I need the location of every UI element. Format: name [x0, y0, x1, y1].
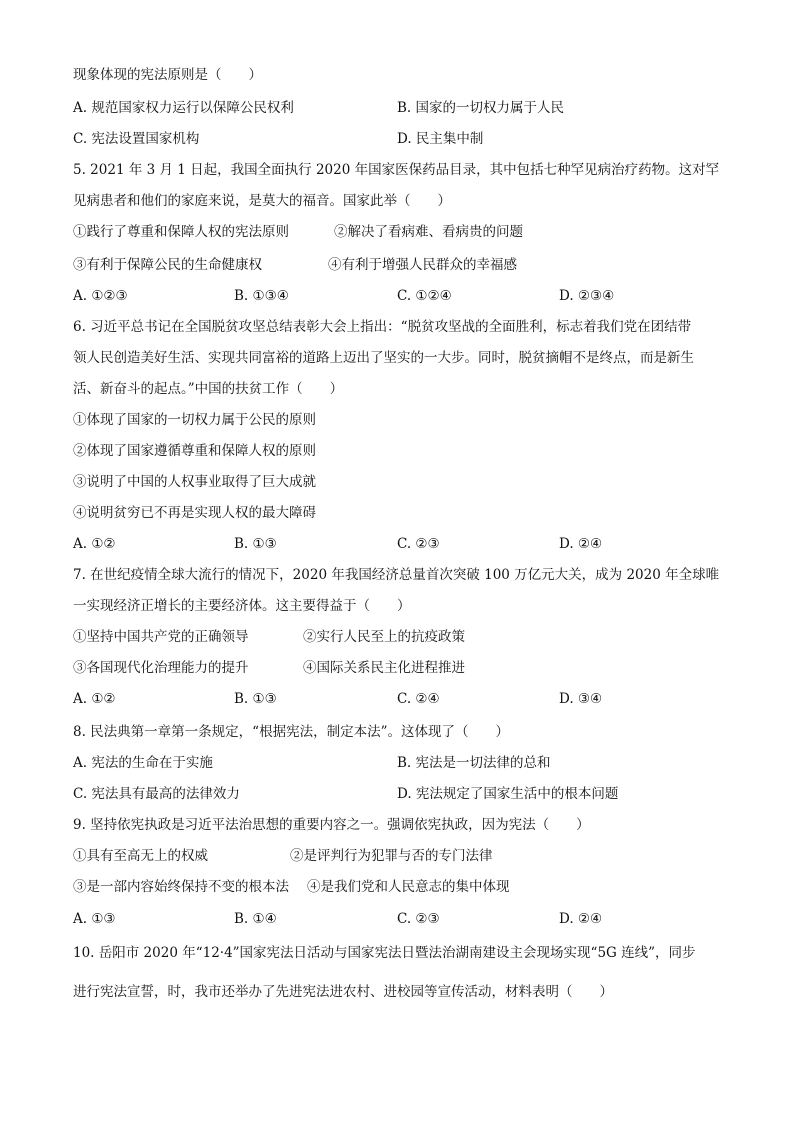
question-5-option-c: C. ①②④ [397, 288, 452, 304]
question-9-statement-2: ②是评判行为犯罪与否的专门法律 [290, 848, 493, 864]
question-5-statement-4: ④有利于增强人民群众的幸福感 [328, 257, 517, 273]
question-7-stem-line-1: 7. 在世纪疫情全球大流行的情况下，2020 年我国经济总量首次突破 100 万亿元大关，成为 2020 年全球唯 [73, 567, 720, 583]
question-7-option-c: C. ②④ [397, 691, 440, 707]
question-7-statement-3: ③各国现代化治理能力的提升 [73, 660, 249, 676]
question-8-option-a: A. 宪法的生命在于实施 [73, 755, 213, 771]
question-6-statement-3: ③说明了中国的人权事业取得了巨大成就 [73, 474, 316, 490]
question-5-stem-line-2: 见病患者和他们的家庭来说，是莫大的福音。国家此举（ ） [73, 193, 451, 209]
question-7-option-a: A. ①② [73, 691, 116, 707]
question-4-option-c: C. 宪法设置国家机构 [73, 131, 200, 147]
question-9-option-b: B. ①④ [234, 911, 277, 927]
question-7-statement-2: ②实行人民至上的抗疫政策 [303, 629, 465, 645]
question-7-stem-line-2: 一实现经济正增长的主要经济体。这主要得益于（ ） [73, 598, 411, 614]
question-9-statement-3: ③是一部内容始终保持不变的根本法 [73, 879, 289, 895]
question-8-option-c: C. 宪法具有最高的法律效力 [73, 786, 240, 802]
question-7-option-d: D. ③④ [559, 691, 603, 707]
question-7-statement-4: ④国际关系民主化进程推进 [303, 660, 465, 676]
question-5-statement-2: ②解决了看病难、看病贵的问题 [334, 224, 523, 240]
question-6-option-a: A. ①② [73, 536, 116, 552]
question-6-stem-line-1: 6. 习近平总书记在全国脱贫攻坚总结表彰大会上指出：“脱贫攻坚战的全面胜利，标志着我们党在团结带 [73, 319, 692, 335]
question-8-option-d: D. 宪法规定了国家生活中的根本问题 [397, 786, 619, 802]
question-6-option-b: B. ①③ [234, 536, 277, 552]
question-6-stem-line-2: 领人民创造美好生活、实现共同富裕的道路上迈出了坚实的一大步。同时，脱贫摘帽不是终点，而是新生 [73, 350, 694, 366]
question-9-option-c: C. ②③ [397, 911, 440, 927]
question-5-statement-1: ①践行了尊重和保障人权的宪法原则 [73, 224, 289, 240]
question-5-option-b: B. ①③④ [234, 288, 289, 304]
question-5-option-a: A. ①②③ [73, 288, 128, 304]
question-8-stem: 8. 民法典第一章第一条规定，“根据宪法，制定本法”。这体现了（ ） [73, 724, 509, 740]
question-10-stem-line-1: 10. 岳阳市 2020 年“12·4”国家宪法日活动与国家宪法日暨法治湖南建设主会现场实现“5G 连线”，同步 [73, 945, 696, 961]
question-6-statement-4: ④说明贫穷已不再是实现人权的最大障碍 [73, 505, 316, 521]
question-7-option-b: B. ①③ [234, 691, 277, 707]
question-9-stem: 9. 坚持依宪执政是习近平法治思想的重要内容之一。强调依宪执政，因为宪法（ ） [73, 817, 590, 833]
question-9-statement-4: ④是我们党和人民意志的集中体现 [307, 879, 510, 895]
question-6-option-d: D. ②④ [559, 536, 603, 552]
question-4-option-b: B. 国家的一切权力属于人民 [397, 100, 565, 116]
question-6-option-c: C. ②③ [397, 536, 440, 552]
question-5-statement-3: ③有利于保障公民的生命健康权 [73, 257, 262, 273]
question-9-option-d: D. ②④ [559, 911, 603, 927]
question-4-stem-end: 现象体现的宪法原则是（ ） [73, 67, 262, 83]
question-8-option-b: B. 宪法是一切法律的总和 [397, 755, 551, 771]
question-5-option-d: D. ②③④ [559, 288, 615, 304]
question-5-stem-line-1: 5. 2021 年 3 月 1 日起，我国全面执行 2020 年国家医保药品目录，其中包括七种罕见病治疗药物。这对罕 [73, 162, 720, 178]
question-4-option-d: D. 民主集中制 [397, 131, 484, 147]
question-6-statement-2: ②体现了国家遵循尊重和保障人权的原则 [73, 443, 316, 459]
question-4-option-a: A. 规范国家权力运行以保障公民权利 [73, 100, 294, 116]
question-9-option-a: A. ①③ [73, 911, 116, 927]
question-10-stem-line-2: 进行宪法宣誓，时，我市还举办了先进宪法进农村、进校园等宣传活动，材料表明（ ） [73, 984, 613, 1000]
question-9-statement-1: ①具有至高无上的权威 [73, 848, 208, 864]
question-7-statement-1: ①坚持中国共产党的正确领导 [73, 629, 249, 645]
question-6-statement-1: ①体现了国家的一切权力属于公民的原则 [73, 412, 316, 428]
question-6-stem-line-3: 活、新奋斗的起点。”中国的扶贫工作（ ） [73, 381, 344, 397]
